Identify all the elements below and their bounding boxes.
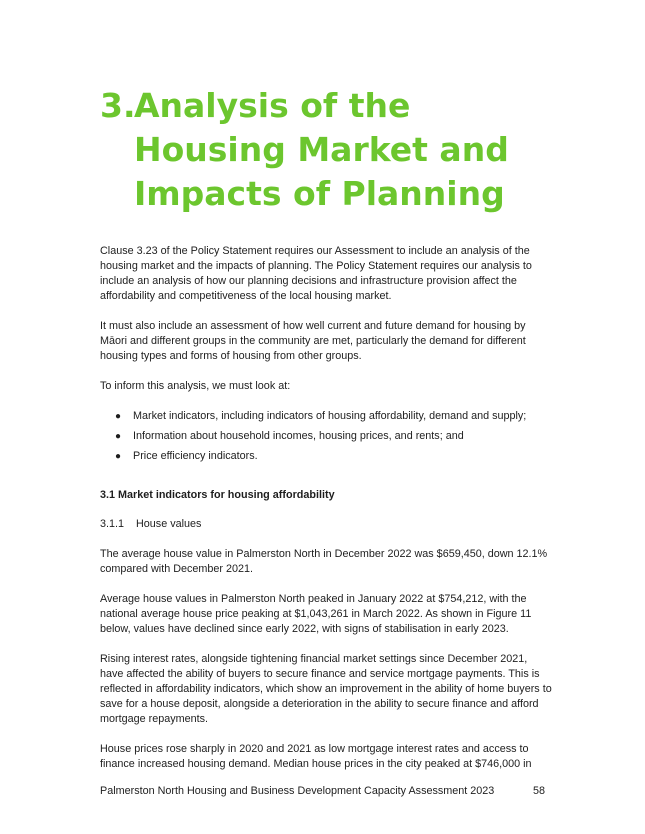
subsection-number: 3.1.1 xyxy=(100,518,125,530)
paragraph: Clause 3.23 of the Policy Statement requires our Assessment to include an analysis of the housing market and the impacts of planning. The Policy Statement requires our analysis to include an analysis of how our planning decisions and infrastructure provision affect the affordability and competitiveness of the local housing market. xyxy=(100,245,532,302)
section-heading: 3.1 Market indicators for housing affordability xyxy=(100,489,335,501)
chapter-number: 3. xyxy=(100,86,136,125)
footer-title: Palmerston North Housing and Business Development Capacity Assessment 2023 xyxy=(100,785,495,797)
page-footer xyxy=(100,785,545,797)
list-item-text: Information about household incomes, housing prices, and rents; and xyxy=(133,430,464,442)
paragraph: To inform this analysis, we must look at: xyxy=(100,380,291,392)
paragraph: House prices rose sharply in 2020 and 2021 as low mortgage interest rates and access to finance increased housing demand. Median house prices in the city peaked at $746,000 in xyxy=(100,743,532,770)
bullet-icon: ● xyxy=(115,431,122,442)
subsection-heading xyxy=(100,517,552,532)
bullet-icon: ● xyxy=(115,451,122,462)
chapter-title-text: Analysis of the Housing Market and Impacts of Planning xyxy=(134,86,509,213)
paragraph: Rising interest rates, alongside tightening financial market settings since December 2021, have affected the ability of buyers to secure finance and service mortgage payments. This is reflected in affordability indicators, which show an improvement in the ability of home buyers to save for a house deposit, alongside a deterioration in the ability to secure finance and afford mortgage repayments. xyxy=(100,653,552,725)
page-number: 58 xyxy=(532,785,545,797)
bullet-icon: ● xyxy=(115,411,122,422)
list-item-text: Market indicators, including indicators of housing affordability, demand and supply; xyxy=(133,410,527,422)
list-item-text: Price efficiency indicators. xyxy=(133,450,258,462)
body-text xyxy=(100,244,552,787)
paragraph: The average house value in Palmerston North in December 2022 was $659,450, down 12.1% compared with December 2021. xyxy=(100,548,548,575)
paragraph: Average house values in Palmerston North peaked in January 2022 at $754,212, with the national average house price peaking at $1,043,261 in March 2022. As shown in Figure 11 below, values have declined since early 2022, with signs of stabilisation in early 2023. xyxy=(100,593,532,635)
list-item xyxy=(115,409,552,424)
paragraph: It must also include an assessment of how well current and future demand for housing by Māori and different groups in the community are met, particularly the demand for different housing types and forms of housing from other groups. xyxy=(100,320,526,362)
chapter-title xyxy=(100,84,570,216)
bullet-list xyxy=(100,409,552,464)
list-item xyxy=(115,449,552,464)
subsection-title: House values xyxy=(136,518,202,530)
list-item xyxy=(115,429,552,444)
